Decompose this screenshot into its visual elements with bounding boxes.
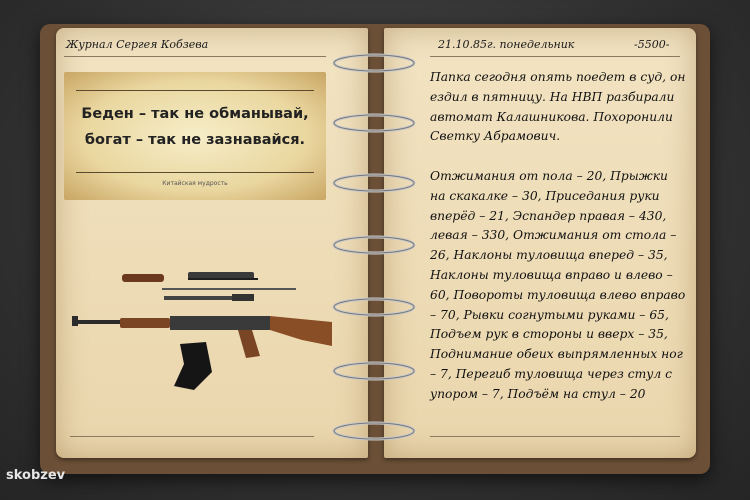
quote-card xyxy=(64,72,326,200)
left-page xyxy=(56,28,368,458)
spiral-ring-icon xyxy=(330,112,418,134)
disassembled-ak-rifle-icon xyxy=(62,260,332,390)
spiral-ring-icon xyxy=(330,296,418,318)
entry-number: -5500- xyxy=(634,38,670,51)
spiral-ring-icon xyxy=(330,52,418,74)
spiral-ring-icon xyxy=(330,420,418,442)
entry-date: 21.10.85г. понедельник xyxy=(438,38,575,51)
watermark: skobzev xyxy=(6,468,66,483)
spiral-ring-icon xyxy=(330,360,418,382)
footer-rule xyxy=(70,436,314,437)
quote-line-1: Беден – так не обманывай, xyxy=(81,106,309,122)
header-rule xyxy=(430,56,680,57)
spiral-ring-icon xyxy=(330,234,418,256)
right-page xyxy=(384,28,696,458)
entry-paragraph-2: Отжимания от пола – 20, Прыжки на скакалке – 30, Приседания руки вперёд – 21, Эспандер правая – 430, левая – 330, Отжимания от стола – 26, Наклоны туловища вперед – 35, Наклоны туловища вправо и влево – 60, Повороты туловища влево вправо – 70, Рывки согнутыми руками – 65, Подъем рук в стороны и вверх – 35, Поднимание обеих выпрямленных ног – 7, Перегиб туловища через стул с упором – 7, Подъём на стул – 20 xyxy=(430,168,686,401)
header-rule xyxy=(64,56,326,57)
entry-paragraph-1: Папка сегодня опять поедет в суд, он ездил в пятницу. На НВП разбирали автомат Калашникова. Похоронили Светку Абрамович. xyxy=(430,70,686,144)
quote-source: Китайская мудрость xyxy=(162,180,228,187)
journal-title: Журнал Сергея Кобзева xyxy=(66,38,209,51)
footer-rule xyxy=(430,436,680,437)
spiral-ring-icon xyxy=(330,172,418,194)
quote-rule-top xyxy=(76,90,314,91)
quote-rule-bottom xyxy=(76,172,314,173)
quote-line-2: богат – так не зазнавайся. xyxy=(84,132,306,148)
journal-entry xyxy=(430,68,686,405)
